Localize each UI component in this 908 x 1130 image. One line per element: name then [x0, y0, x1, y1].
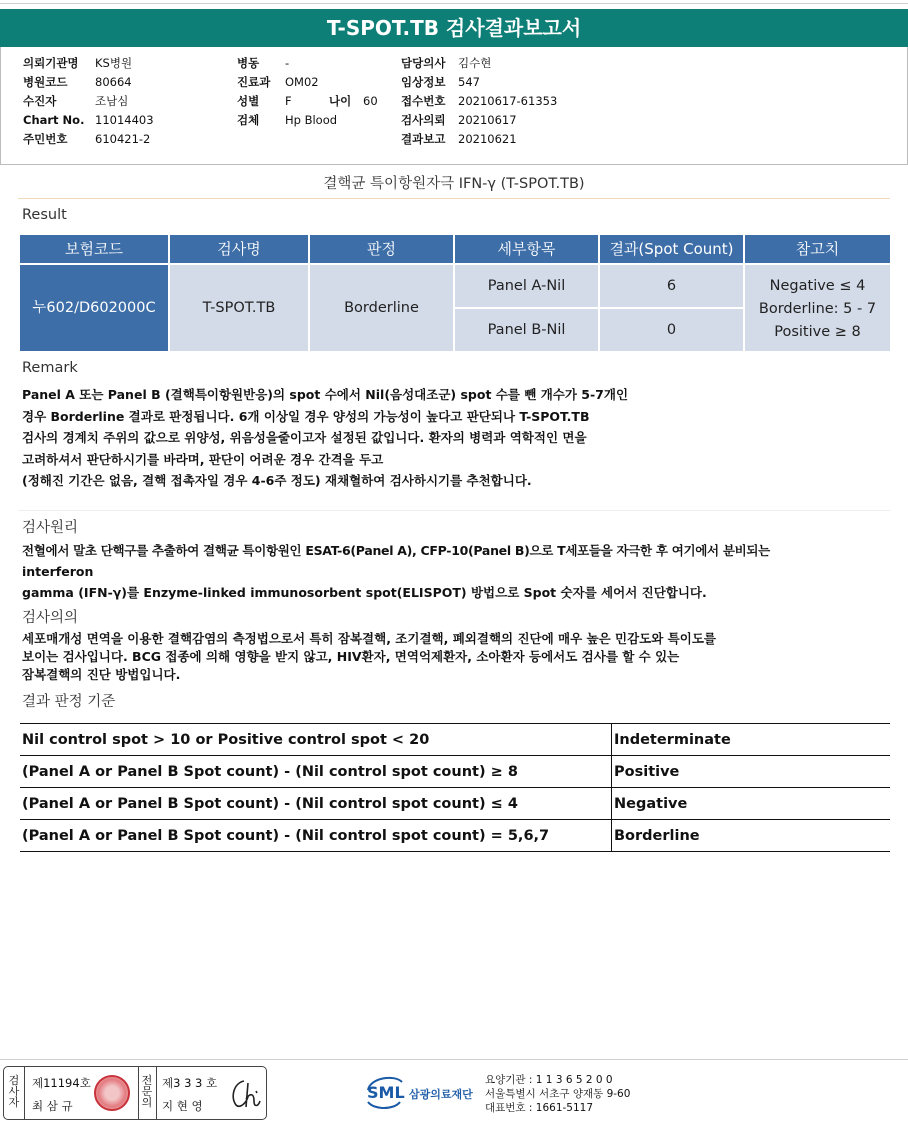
org-contact-info [485, 1073, 630, 1115]
age-value: 60 [363, 94, 378, 108]
result-table [20, 235, 890, 351]
info-label: 진료과 [237, 75, 271, 89]
info-value: Hp Blood [285, 113, 338, 127]
org-name: 삼광의료재단 [409, 1088, 473, 1101]
info-value: F [285, 94, 292, 108]
info-label: 성별 [237, 94, 260, 108]
test-subject-title: 결핵균 특이항원자극 IFN-γ (T-SPOT.TB) [323, 176, 585, 192]
remark-line: Panel A 또는 Panel B (결핵특이항원반응)의 spot 수에서 Nil(음성대조군) spot 수를 뺀 개수가 5-7개인 [22, 387, 629, 402]
criteria-row [20, 820, 890, 852]
criteria-condition: (Panel A or Panel B Spot count) - (Nil control spot count) ≤ 4 [20, 788, 612, 820]
spot-count-cell: 6 [600, 265, 743, 307]
info-value: OM02 [285, 75, 319, 89]
info-column-3 [401, 54, 557, 149]
criteria-condition: (Panel A or Panel B Spot count) - (Nil control spot count) = 5,6,7 [20, 820, 612, 852]
significance-line: 보이는 검사입니다. BCG 접종에 의해 영향을 받지 않고, HIV환자, 면역억제환자, 소아환자 등에서도 검사를 할 수 있는 [22, 649, 680, 664]
info-value: 조남심 [95, 94, 129, 108]
result-header-cell: 보험코드 [20, 235, 168, 263]
specialist-name: 지 현 영 [162, 1099, 203, 1113]
signature-divider [156, 1067, 157, 1119]
criteria-row [20, 724, 890, 756]
info-column-1 [23, 54, 154, 149]
info-value: 20210617 [458, 113, 517, 127]
criteria-result: Indeterminate [612, 724, 891, 756]
header-divider [0, 164, 908, 165]
principle-line: 전혈에서 말초 단핵구를 추출하여 결핵균 특이항원인 ESAT-6(Panel A), CFP-10(Panel B)으로 T세포들을 자극한 후 여기에서 분비되는 [22, 543, 770, 558]
info-value: 547 [458, 75, 480, 89]
subject-underline [18, 198, 890, 199]
info-value: 김수현 [458, 56, 492, 70]
signature-box [3, 1066, 267, 1120]
criteria-section-heading: 결과 판정 기준 [22, 694, 116, 710]
footer-divider [0, 1059, 908, 1060]
info-label: Chart No. [23, 113, 85, 127]
reference-line: Positive ≥ 8 [774, 324, 861, 340]
info-label: 수진자 [23, 94, 57, 108]
examiner-name: 최 삼 규 [32, 1099, 73, 1113]
info-label: 병원코드 [23, 75, 68, 89]
signature-divider [24, 1067, 25, 1119]
remark-line: 경우 Borderline 결과로 판정됩니다. 6개 이상일 경우 양성의 가능성이 높다고 판단되나 T-SPOT.TB [22, 408, 590, 424]
significance-line: 세포매개성 면역을 이용한 결핵감염의 측정법으로서 특히 잠복결핵, 조기결핵, 폐외결핵의 진단에 매우 높은 민감도와 특이도를 [22, 631, 716, 646]
section-divider [18, 510, 890, 511]
significance-section-heading: 검사의의 [22, 610, 79, 626]
info-label: 병동 [237, 56, 260, 70]
info-label: 담당의사 [401, 56, 446, 70]
info-value: 610421-2 [95, 132, 151, 146]
info-label: 임상정보 [401, 75, 446, 89]
remark-line: 검사의 경계치 주위의 값으로 위양성, 위음성을줄이고자 설정된 값입니다. 환자의 병력과 역학적인 면을 [22, 430, 587, 445]
reference-line: Borderline: 5 - 7 [758, 301, 877, 317]
remark-text [22, 384, 628, 492]
examiner-license: 제11194호 [32, 1076, 91, 1090]
principle-text [22, 540, 770, 603]
significance-text [22, 630, 716, 684]
info-label: 결과보고 [401, 132, 446, 146]
info-value: 11014403 [95, 113, 154, 127]
test-name-cell: T-SPOT.TB [170, 265, 308, 351]
info-label: 주민번호 [23, 132, 68, 146]
org-info-line: 대표번호 : 1661-5117 [485, 1102, 594, 1114]
age-label: 나이 [329, 94, 352, 108]
top-divider [0, 3, 908, 4]
org-info-line: 서울특별시 서초구 양재동 9-60 [485, 1088, 631, 1100]
spot-count-cell: 0 [600, 309, 743, 351]
result-header-cell: 판정 [310, 235, 453, 263]
seal-icon [94, 1075, 130, 1111]
result-section-heading: Result [22, 207, 67, 223]
principle-line: gamma (IFN-γ)를 Enzyme-linked immunosorbent spot(ELISPOT) 방법으로 Spot 숫자를 세어서 진단합니다. [22, 585, 707, 600]
result-header-cell: 참고치 [745, 235, 890, 263]
info-label: 검체 [237, 113, 260, 127]
header-border-left [0, 47, 1, 165]
info-value: 20210621 [458, 132, 517, 146]
info-label: 접수번호 [401, 94, 446, 108]
criteria-table [20, 723, 890, 852]
detail-item-cell: Panel B-Nil [455, 309, 598, 351]
significance-line: 잠복결핵의 진단 방법입니다. [22, 667, 181, 682]
remark-section-heading: Remark [22, 360, 78, 376]
criteria-condition: (Panel A or Panel B Spot count) - (Nil control spot count) ≥ 8 [20, 756, 612, 788]
remark-line: (정해진 기간은 없음, 결핵 접촉자일 경우 4-6주 정도) 재채혈하여 검사하시기를 추천합니다. [22, 473, 532, 488]
info-label: 의뢰기관명 [23, 56, 79, 70]
principle-line: interferon [22, 564, 94, 579]
report-title: T-SPOT.TB 검사결과보고서 [0, 9, 908, 47]
signature-divider [138, 1067, 139, 1119]
info-label: 검사의뢰 [401, 113, 446, 127]
result-header-cell: 세부항목 [455, 235, 598, 263]
result-header-cell: 결과(Spot Count) [600, 235, 743, 263]
criteria-result: Negative [612, 788, 891, 820]
criteria-result: Positive [612, 756, 891, 788]
specialist-role: 전문의 [141, 1074, 153, 1109]
remark-line: 고려하셔서 판단하시기를 바라며, 판단이 어려운 경우 간격을 두고 [22, 451, 384, 467]
specialist-license: 제3 3 3 호 [162, 1076, 218, 1090]
criteria-result: Borderline [612, 820, 891, 852]
insurance-code-cell: 누602/D602000C [20, 265, 168, 351]
examiner-role: 검사자 [8, 1074, 20, 1109]
org-abbr: SML [367, 1083, 405, 1102]
signature-icon [226, 1073, 264, 1113]
reference-cell [745, 265, 890, 351]
verdict-cell: Borderline [310, 265, 453, 351]
info-column-2 [237, 54, 378, 130]
info-value: KS병원 [95, 56, 133, 70]
criteria-condition: Nil control spot > 10 or Positive control spot < 20 [20, 724, 612, 756]
info-value: 80664 [95, 75, 132, 89]
result-header-cell: 검사명 [170, 235, 308, 263]
principle-section-heading: 검사원리 [22, 520, 79, 536]
reference-line: Negative ≤ 4 [769, 278, 866, 294]
criteria-row [20, 788, 890, 820]
detail-item-cell: Panel A-Nil [455, 265, 598, 307]
info-value: 20210617-61353 [458, 94, 558, 108]
org-info-line: 요양기관 : 1 1 3 6 5 2 0 0 [485, 1074, 613, 1086]
info-value: - [285, 56, 290, 70]
criteria-row [20, 756, 890, 788]
